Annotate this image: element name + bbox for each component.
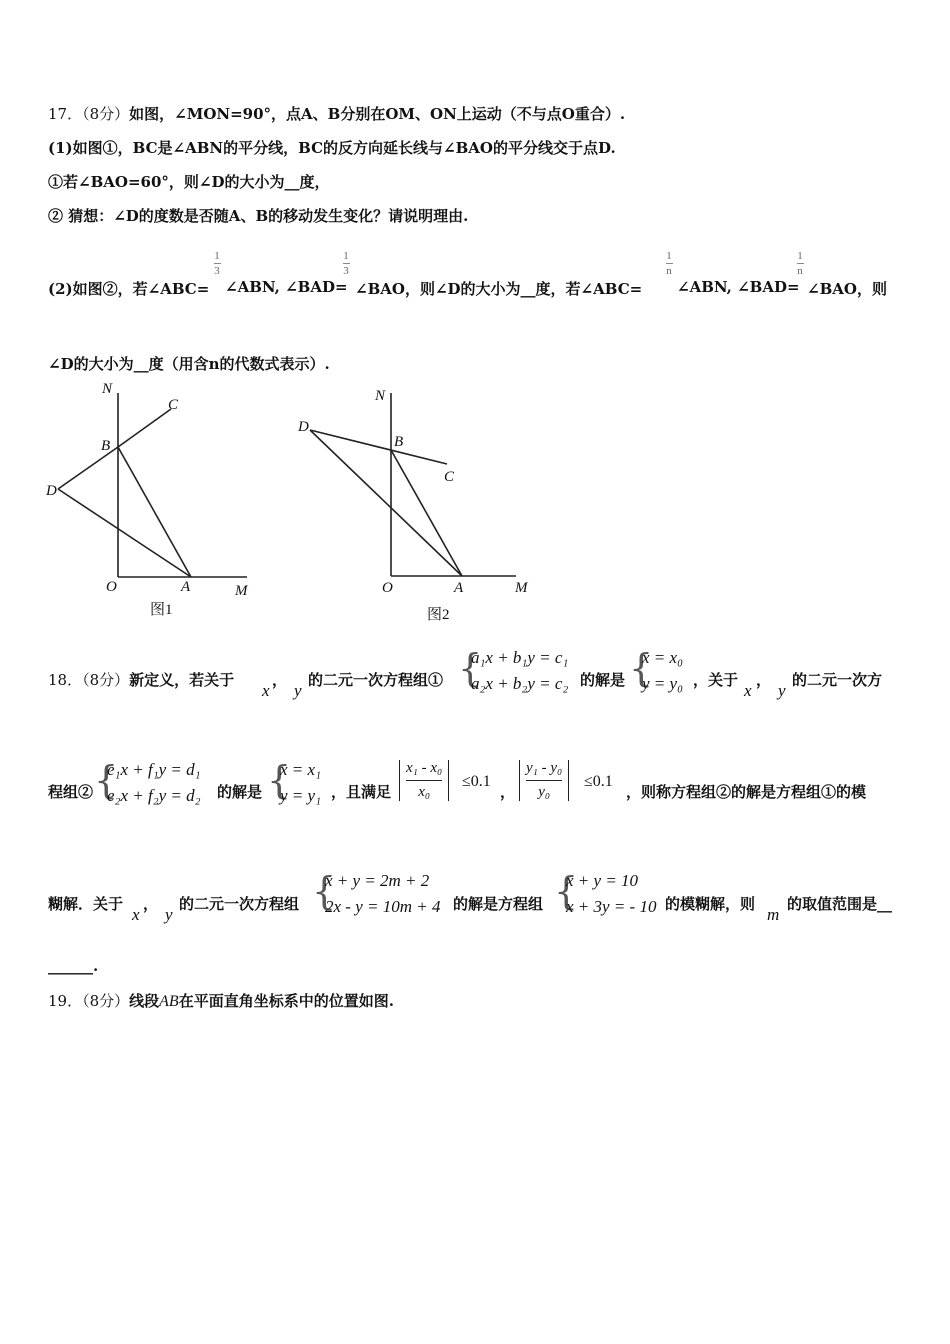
fraction-1-3-a: 1 3 <box>214 250 220 277</box>
figure-2 <box>290 378 550 628</box>
fig2-label-C: C <box>444 469 455 485</box>
brace-sol0: { <box>629 646 654 690</box>
abs-x-numerator: x₁ - x₀ <box>406 760 442 781</box>
system-3 <box>325 868 440 920</box>
fig2-line-DC <box>310 430 447 464</box>
q18-line1-a <box>48 669 234 690</box>
fig2-label-D: D <box>298 419 309 435</box>
q17-part2-seg2: ∠ABN, ∠BAD= <box>225 278 348 296</box>
q18-text-10: 糊解．关于 <box>48 895 124 913</box>
brace-sys3: { <box>312 869 337 913</box>
system-2-row-2: e₂x + f₂y = d₂ <box>107 786 201 805</box>
fig1-label-C: C <box>168 397 179 413</box>
figure-1 <box>40 378 270 623</box>
q19-text-a: 线段 <box>129 992 160 1010</box>
le-2: ≤0.1 <box>584 773 613 790</box>
solution-1 <box>280 757 321 809</box>
q17-part2-seg5: ∠BAO，则 <box>807 280 887 298</box>
fig1-label-N: N <box>102 381 113 397</box>
q18-text-11: 的二元一次方程组 <box>179 895 300 913</box>
fraction-1-n-a: 1 n <box>666 250 672 277</box>
brace-sys1: { <box>458 646 483 690</box>
q18-text-1: 新定义，若关于 <box>129 671 235 689</box>
brace-sys4: { <box>554 869 579 913</box>
fig1-label-O: O <box>106 579 117 595</box>
var-m: m <box>767 905 780 924</box>
q18-text-13: 的模糊解，则 <box>665 895 756 913</box>
fig2-label-A: A <box>454 580 464 596</box>
fig2-label-B: B <box>394 434 404 450</box>
q17-part2-seg4: ∠ABN, ∠BAD= <box>677 278 800 296</box>
system-4-row-2: x + 3y = - 10 <box>566 897 657 916</box>
solution-1-row-2: y = y₁ <box>280 786 321 805</box>
q18-number: 18．（8分） <box>48 671 130 689</box>
var-x-1: x <box>262 681 270 700</box>
var-x-3: x <box>132 905 140 924</box>
fig1-caption: 图1 <box>150 602 173 618</box>
fig2-label-O: O <box>382 580 393 596</box>
segment-AB: AB <box>159 993 179 1010</box>
q19-text-b: 在平面直角坐标系中的位置如图. <box>178 992 394 1010</box>
system-2 <box>107 757 201 809</box>
q17-stem <box>48 103 625 124</box>
fig1-line-BC <box>118 409 171 447</box>
fig1-label-D: D <box>46 483 57 499</box>
abs-y-numerator: y₁ - y₀ <box>526 760 562 781</box>
var-y-1: y <box>294 681 302 700</box>
fig1-line-DA <box>58 489 191 577</box>
var-x-2: x <box>744 681 752 700</box>
q17-part1a: ①若∠BAO=60°，则∠D的大小为__度， <box>48 173 330 191</box>
q18-text-14: 的取值范围是__ <box>787 895 893 913</box>
solution-1-row-1: x = x₁ <box>280 760 321 779</box>
brace-sys2: { <box>94 758 119 802</box>
q19-number: 19．（8分） <box>48 992 130 1010</box>
abs-x-denominator: x₀ <box>418 784 431 800</box>
q17-stem-text: 如图，∠MON=90°，点A、B分别在OM、ON上运动（不与点O重合）. <box>129 105 626 123</box>
q17-part2-end: ∠D的大小为__度（用含n的代数式表示）. <box>48 355 330 373</box>
fig2-line-DA <box>310 430 462 576</box>
q18-text-7: 的解是 <box>217 783 263 801</box>
fig2-caption: 图2 <box>427 607 450 623</box>
comma-4: ， <box>143 895 159 913</box>
fig1-label-B: B <box>101 438 111 454</box>
solution-0-row-1: x = x₀ <box>642 648 683 667</box>
abs-y-denominator: y₀ <box>538 784 551 800</box>
q18-text-5: 的二元一次方 <box>792 671 883 689</box>
q18-text-2: 的二元一次方程组① <box>308 671 444 689</box>
brace-sol1: { <box>267 758 292 802</box>
fig1-label-A: A <box>181 579 191 595</box>
system-4 <box>566 868 656 920</box>
abs-y-ratio <box>519 760 569 801</box>
solution-0 <box>642 645 683 697</box>
fraction-1-n-b: 1 n <box>797 250 803 277</box>
q17-part1: (1)如图①，BC是∠ABN的平分线，BC的反方向延长线与∠BAO的平分线交于点D. <box>48 139 616 157</box>
q18-text-9: ，则称方程组②的解是方程组①的模 <box>626 783 867 801</box>
solution-0-row-2: y = y₀ <box>642 674 683 693</box>
q17-part2-seg3: ∠BAO，则∠D的大小为__度，若∠ABC= <box>355 280 643 298</box>
comma-1: ， <box>272 671 288 689</box>
var-y-2: y <box>778 681 786 700</box>
system-4-row-1: x + y = 10 <box>566 871 639 890</box>
system-3-row-2: 2x - y = 10m + 4 <box>325 897 441 916</box>
fig1-line-BA <box>118 447 191 577</box>
fig1-label-M: M <box>235 583 248 599</box>
q18-text-12: 的解是方程组 <box>453 895 544 913</box>
q18-text-3: 的解是 <box>580 671 626 689</box>
system-1-row-1: a₁x + b₁y = c₁ <box>471 648 569 667</box>
comma-3: ， <box>500 783 516 801</box>
q17-number: 17．（8分） <box>48 105 130 123</box>
fraction-1-3-b: 1 3 <box>343 250 349 277</box>
q18-text-6: 程组② <box>48 783 94 801</box>
system-1-row-2: a₂x + b₂y = c₂ <box>471 674 569 693</box>
fig2-label-M: M <box>515 580 528 596</box>
abs-x-ratio <box>399 760 449 801</box>
q18-answer-blank: ______. <box>48 957 99 975</box>
q19-line <box>48 990 394 1011</box>
system-1 <box>471 645 568 697</box>
comma-2: ， <box>756 671 772 689</box>
fig2-label-N: N <box>375 388 386 404</box>
q17-part2-seg1: (2)如图②，若∠ABC= <box>48 280 210 298</box>
var-y-3: y <box>165 905 173 924</box>
system-3-row-1: x + y = 2m + 2 <box>325 871 430 890</box>
system-2-row-1: e₁x + f₁y = d₁ <box>107 760 201 779</box>
q17-part1b: ② 猜想：∠D的度数是否随A、B的移动发生变化？请说明理由. <box>48 207 469 225</box>
q18-text-8: ，且满足 <box>331 783 392 801</box>
q18-text-4: ，关于 <box>693 671 739 689</box>
le-1: ≤0.1 <box>462 773 491 790</box>
